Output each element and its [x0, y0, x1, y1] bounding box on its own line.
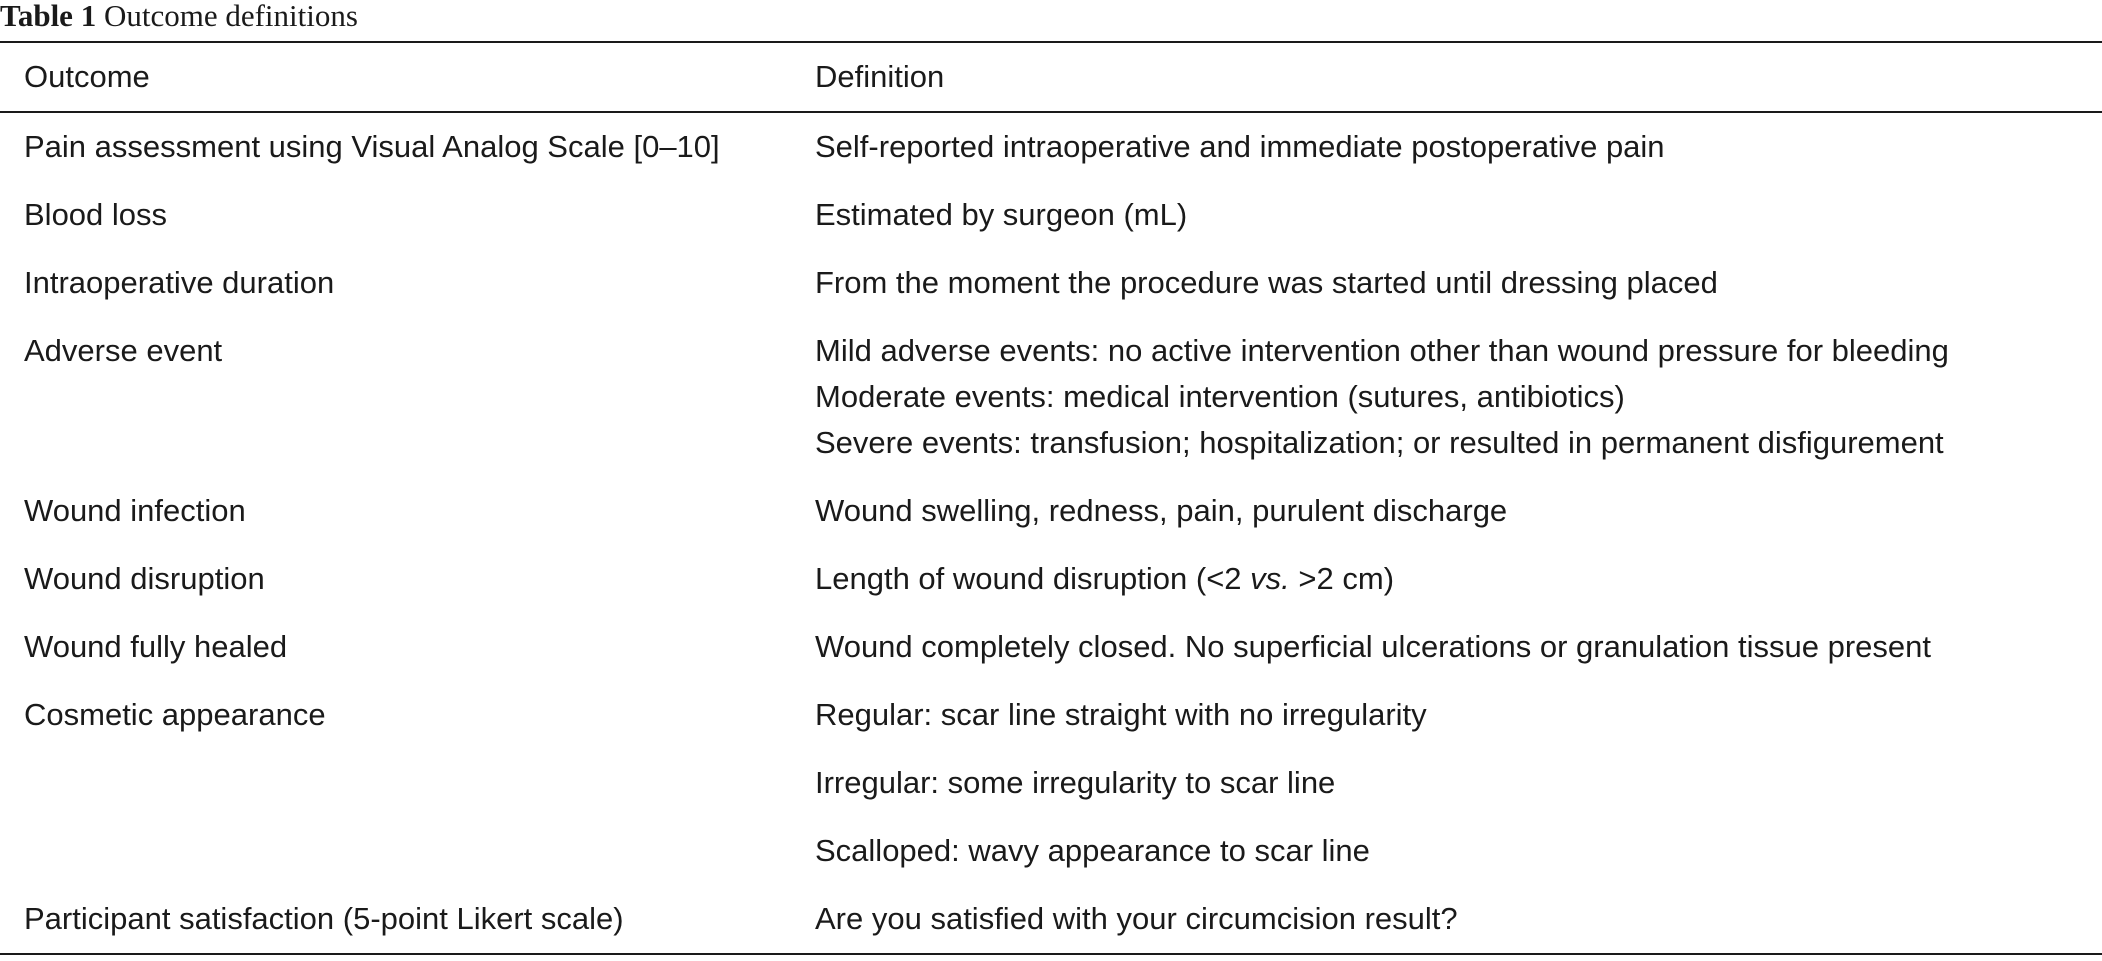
outcome-cell: Cosmetic appearance: [24, 697, 326, 732]
definition-line: Severe events: transfusion; hospitalization; or resulted in permanent disfigurement: [815, 425, 1944, 460]
outcome-cell: Intraoperative duration: [24, 265, 335, 300]
definition-text-before: Length of wound disruption (<2: [815, 561, 1251, 596]
outcome-cell: [0, 749, 791, 817]
table-row: [0, 317, 2102, 477]
definition-cell: From the moment the procedure was started until dressing placed: [815, 265, 1718, 300]
outcome-cell: Wound disruption: [24, 561, 265, 596]
definition-line: Moderate events: medical intervention (sutures, antibiotics): [815, 379, 1625, 414]
outcome-cell: Participant satisfaction (5-point Likert scale): [24, 901, 624, 936]
outcome-definitions-table: [0, 41, 2102, 955]
definition-cell: Estimated by surgeon (mL): [815, 197, 1188, 232]
outcome-cell: Wound fully healed: [24, 629, 288, 664]
definition-text-after: >2 cm): [1289, 561, 1395, 596]
definition-cell: [791, 545, 2102, 613]
table-row: [0, 749, 2102, 817]
table-row: [0, 181, 2102, 249]
table-caption-label: Table 1: [0, 0, 97, 33]
definition-line: Mild adverse events: no active intervention other than wound pressure for bleeding: [815, 333, 1949, 368]
definition-cell: Wound completely closed. No superficial ulcerations or granulation tissue present: [815, 629, 1932, 664]
definition-cell: Regular: scar line straight with no irregularity: [815, 697, 1427, 732]
column-header-definition: Definition: [791, 43, 2102, 112]
definition-cell: Scalloped: wavy appearance to scar line: [815, 833, 1370, 868]
outcome-cell: [0, 817, 791, 885]
table: [0, 43, 2102, 953]
table-row: [0, 817, 2102, 885]
definition-cell: [791, 317, 2102, 477]
definition-cell: Self-reported intraoperative and immediate postoperative pain: [815, 129, 1665, 164]
table-row: [0, 249, 2102, 317]
table-caption-title: Outcome definitions: [103, 0, 358, 33]
table-row: [0, 613, 2102, 681]
outcome-cell: Wound infection: [24, 493, 246, 528]
outcome-cell: Pain assessment using Visual Analog Scale [0–10]: [24, 129, 720, 164]
definition-cell: Irregular: some irregularity to scar line: [815, 765, 1336, 800]
outcome-cell: Blood loss: [24, 197, 168, 232]
table-row: [0, 885, 2102, 953]
definition-cell: Wound swelling, redness, pain, purulent discharge: [815, 493, 1508, 528]
outcome-cell: Adverse event: [24, 333, 223, 368]
table-row: [0, 477, 2102, 545]
table-header-row: [0, 43, 2102, 112]
table-caption: [0, 0, 358, 40]
table-row: [0, 112, 2102, 181]
definition-text-italic: vs.: [1250, 561, 1290, 596]
table-row: [0, 681, 2102, 749]
definition-cell: Are you satisfied with your circumcision result?: [815, 901, 1458, 936]
column-header-outcome: Outcome: [0, 43, 791, 112]
table-row: [0, 545, 2102, 613]
